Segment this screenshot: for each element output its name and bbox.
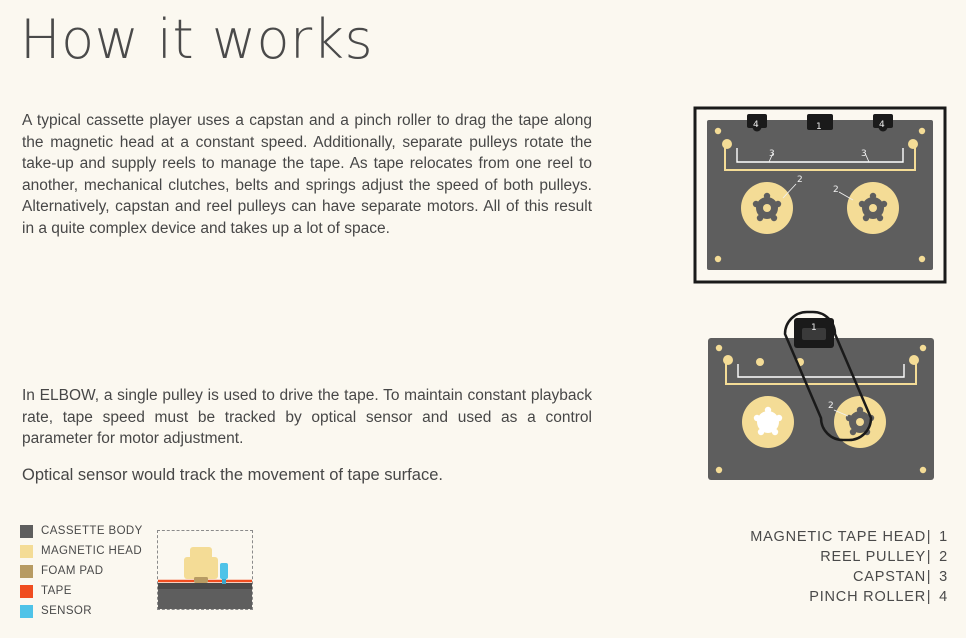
paragraph-elbow: In ELBOW, a single pulley is used to drive the tape. To maintain constant playback rate, tape speed must be tracked by optical sensor and used as a control parameter for motor adjustment. <box>22 387 592 447</box>
legend-label-magnetic-head: MAGNETIC HEAD <box>41 545 143 557</box>
callout-3-left: 3 <box>769 149 775 159</box>
legend-item-foam-pad <box>20 561 170 581</box>
key-item-reel-pulley <box>750 547 948 567</box>
key-item-pinch-roller <box>750 587 948 607</box>
key-item-capstan <box>750 567 948 587</box>
callout-2-left: 2 <box>797 175 803 185</box>
key-item-magnetic-tape-head <box>750 527 948 547</box>
key-label-magnetic-tape-head: MAGNETIC TAPE HEAD <box>750 529 926 545</box>
key-number-capstan: 3 <box>939 569 948 585</box>
key-label-pinch-roller: PINCH ROLLER <box>809 589 926 605</box>
legend-swatch-tape <box>20 585 33 598</box>
paragraph-optical-sensor: Optical sensor would track the movement of tape surface. <box>22 466 443 484</box>
callout-3-right: 3 <box>861 149 867 159</box>
callout-2-right: 2 <box>833 185 839 195</box>
legend-label-tape: TAPE <box>41 585 72 597</box>
key-label-capstan: CAPSTAN <box>852 569 926 585</box>
legend-item-magnetic-head <box>20 541 170 561</box>
legend <box>20 521 170 621</box>
diagram-elbow-mechanism <box>700 300 950 495</box>
key-number-magnetic-tape-head: 1 <box>939 529 948 545</box>
key-separator: | <box>926 529 932 545</box>
legend-detail-thumbnail <box>157 530 253 610</box>
callout-2-bottom: 2 <box>828 401 834 411</box>
legend-swatch-cassette-body <box>20 525 33 538</box>
diagram-conventional-cassette <box>685 100 955 295</box>
key-separator: | <box>926 589 932 605</box>
legend-swatch-sensor <box>20 605 33 618</box>
legend-swatch-magnetic-head <box>20 545 33 558</box>
page-title: How it works <box>20 8 374 71</box>
key-separator: | <box>926 569 932 585</box>
key-separator: | <box>926 549 932 565</box>
legend-item-tape <box>20 581 170 601</box>
key-number-reel-pulley: 2 <box>939 549 948 565</box>
paragraph-conventional: A typical cassette player uses a capstan and a pinch roller to drag the tape along the magnetic head at a constant speed. Additionally, separate pulleys rotate the take-up and supply reels to manage the tape. As tape relocates from one reel to another, mechanical clutches, belts and springs adjust the speed of both pulleys. Alternatively, capstan and reel pulleys can have separate motors. All of this result in a quite complex device and takes up a lot of space. <box>22 112 592 237</box>
legend-label-cassette-body: CASSETTE BODY <box>41 525 143 537</box>
key-number-pinch-roller: 4 <box>939 589 948 605</box>
legend-label-foam-pad: FOAM PAD <box>41 565 104 577</box>
callout-1: 1 <box>816 122 822 132</box>
component-key-list <box>750 527 948 607</box>
callout-4-right: 4 <box>879 120 885 130</box>
legend-swatch-foam-pad <box>20 565 33 578</box>
callout-4-left: 4 <box>753 120 759 130</box>
legend-item-cassette-body <box>20 521 170 541</box>
key-label-reel-pulley: REEL PULLEY <box>820 549 926 565</box>
callout-1-bottom: 1 <box>811 323 817 333</box>
legend-item-sensor <box>20 601 170 621</box>
legend-label-sensor: SENSOR <box>41 605 92 617</box>
